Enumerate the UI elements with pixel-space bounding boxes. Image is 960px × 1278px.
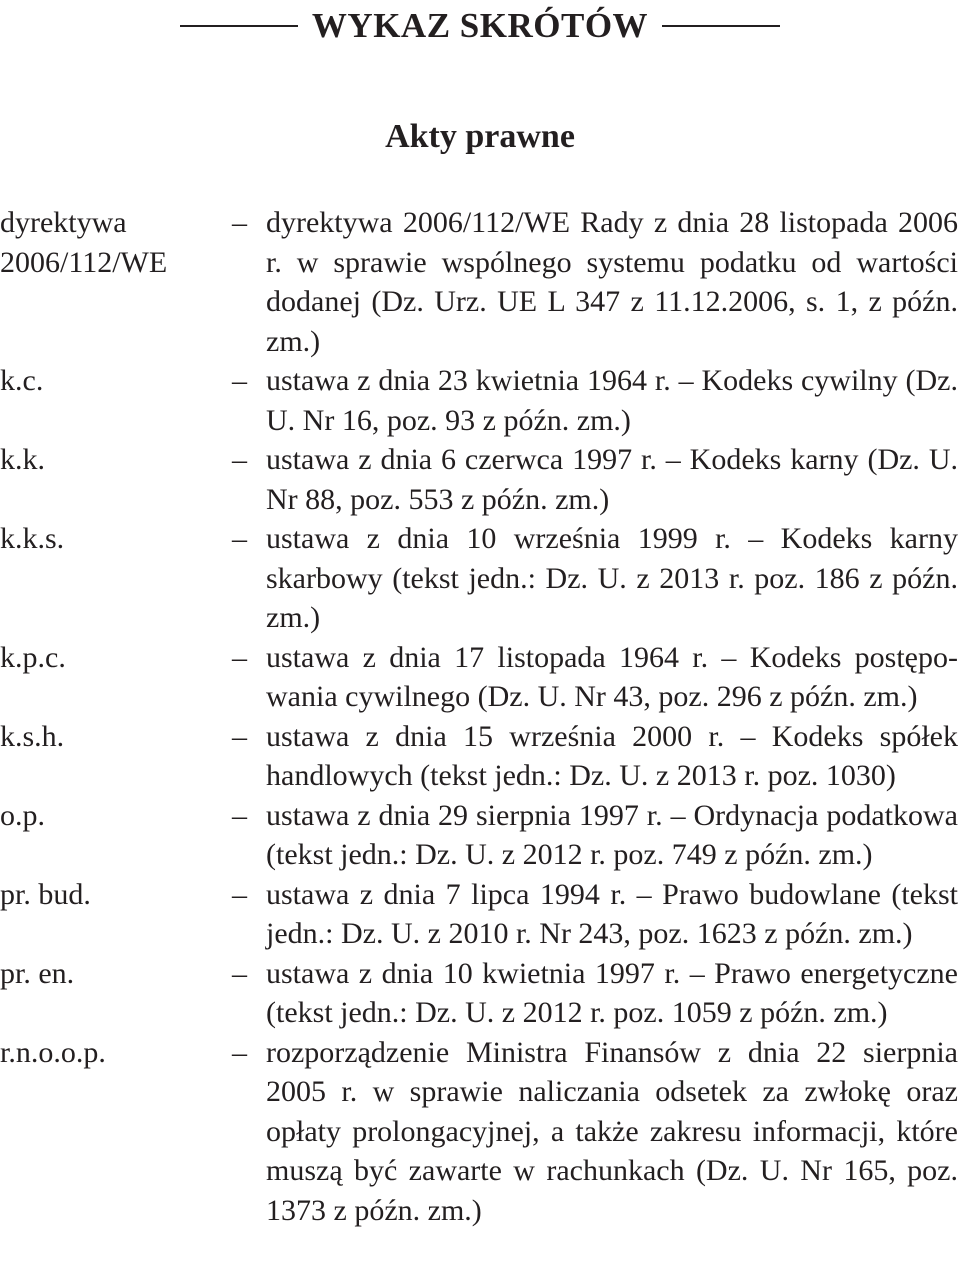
section-title: Akty prawne [385, 118, 575, 155]
definition: ustawa z dnia 23 kwietnia 1964 r. – Kodeks cywilny (Dz. U. Nr 16, poz. 93 z późn. zm.) [266, 364, 958, 437]
list-item [0, 954, 958, 1033]
definition: ustawa z dnia 10 kwietnia 1997 r. – Prawo energetyczne (tekst jedn.: Dz. U. z 2012 r. poz. 1059 z późn. zm.) [266, 956, 958, 1029]
dash: – [232, 364, 247, 397]
definition: ustawa z dnia 6 czerwca 1997 r. – Kodeks karny (Dz. U. Nr 88, poz. 553 z późn. zm.) [266, 443, 958, 516]
abbreviation: k.k.s. [0, 522, 65, 555]
dash: – [232, 798, 247, 832]
list-item [0, 440, 958, 519]
definition: ustawa z dnia 29 sierpnia 1997 r. – Ordynacja podatkowa (tekst jedn.: Dz. U. z 2012 r. poz. 749 z późn. zm.) [266, 798, 958, 871]
definition: ustawa z dnia 17 listopada 1964 r. – Kodeks postępowania cywilnego (Dz. U. Nr 43, poz. 296 z późn. zm.) [266, 640, 958, 713]
abbreviation: k.p.c. [0, 640, 66, 674]
dash: – [232, 640, 247, 674]
header-rule-right [662, 25, 780, 27]
abbreviation: pr. bud. [0, 877, 91, 911]
definition: ustawa z dnia 15 września 2000 r. – Kodeks spółek handlowych (tekst jedn.: Dz. U. z 2013 r. poz. 1030) [266, 719, 958, 792]
dash: – [232, 1035, 247, 1069]
abbreviation: o.p. [0, 798, 45, 832]
dash: – [232, 206, 247, 239]
abbreviation: k.k. [0, 443, 45, 476]
list-item [0, 875, 958, 954]
definition: dyrektywa 2006/112/WE Rady z dnia 28 listopada 2006 r. w sprawie wspólnego systemu podatku od wartości dodanej (Dz. Urz. UE L 347 z 11.12.2006, s. 1, z późn. zm.) [266, 206, 958, 358]
list-item [0, 203, 958, 361]
abbreviation-list [0, 203, 958, 1230]
list-item [0, 638, 958, 717]
abbreviation: pr. en. [0, 956, 75, 990]
abbreviation: k.s.h. [0, 719, 65, 753]
definition: ustawa z dnia 10 września 1999 r. – Kodeks karny skarbowy (tekst jedn.: Dz. U. z 2013 r. poz. 186 z późn. zm.) [266, 522, 958, 634]
page-header [0, 2, 960, 50]
page-title: WYKAZ SKRÓTÓW [311, 6, 649, 45]
dash: – [232, 443, 247, 476]
dash: – [232, 719, 247, 753]
abbreviation: r.n.o.o.p. [0, 1035, 106, 1069]
abbreviation: k.c. [0, 364, 44, 397]
dash: – [232, 956, 247, 990]
header-rule-left [180, 25, 298, 27]
dash: – [232, 877, 247, 911]
dash: – [232, 522, 247, 555]
abbreviation: dyrektywa 2006/112/WE [0, 206, 168, 279]
list-item [0, 796, 958, 875]
list-item [0, 361, 958, 440]
definition: ustawa z dnia 7 lipca 1994 r. – Prawo budowlane (tekst jedn.: Dz. U. z 2010 r. Nr 243, poz. 1623 z późn. zm.) [266, 877, 958, 950]
definition: rozporządzenie Ministra Finansów z dnia 22 sierpnia 2005 r. w sprawie naliczania odsetek za zwłokę oraz opłaty prolongacyjnej, a także zakresu informacji, które muszą być zawarte w rachunkach (Dz. U. Nr 165, poz. 1373 z późn. zm.) [266, 1035, 958, 1227]
list-item [0, 519, 958, 638]
list-item [0, 717, 958, 796]
list-item [0, 1033, 958, 1231]
